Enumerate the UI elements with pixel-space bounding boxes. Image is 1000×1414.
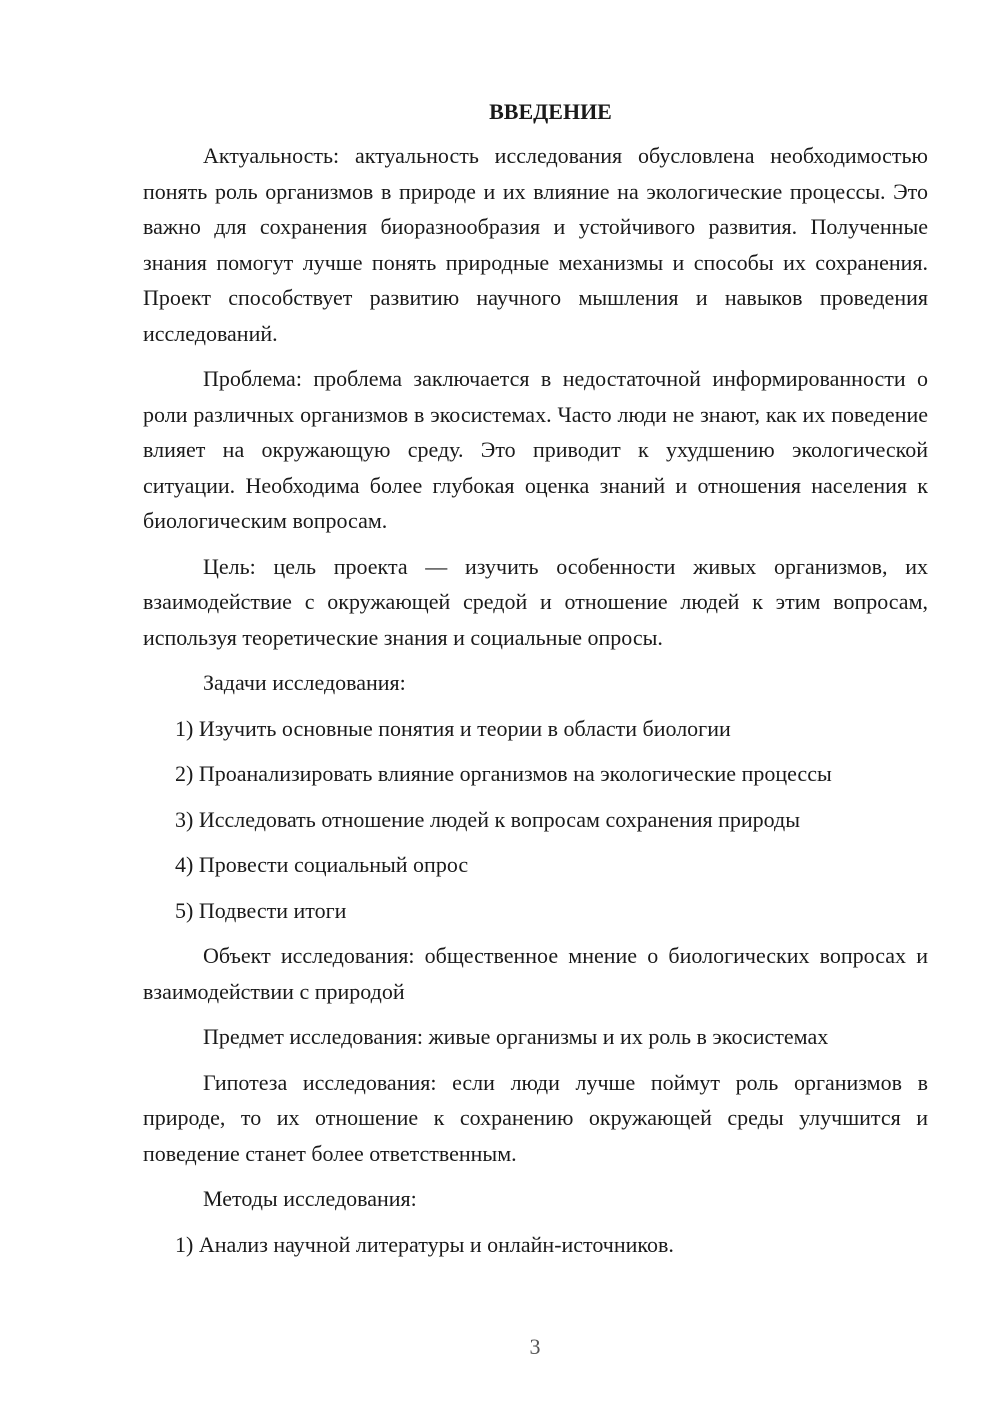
tasks-heading: Задачи исследования:: [203, 670, 406, 695]
relevance-paragraph: Актуальность: актуальность исследования обусловлена необходимостью понять роль организмов в природе и их влияние на экологические процессы. Это важно для сохранения биоразнообразия и устойчивого развития. Полученные знания помогут лучше понять природные механизмы и способы их сохранения. Проект способствует развитию научного мышления и навыков проведения исследований.: [143, 143, 928, 346]
task-item: 3) Исследовать отношение людей к вопросам сохранения природы: [175, 806, 801, 832]
page-content: [143, 94, 928, 1272]
task-item: 2) Проанализировать влияние организмов на экологические процессы: [175, 761, 832, 786]
subject-paragraph: Предмет исследования: живые организмы и их роль в экосистемах: [203, 1024, 829, 1049]
method-item: 1) Анализ научной литературы и онлайн-источников.: [175, 1231, 674, 1257]
problem-paragraph: Проблема: проблема заключается в недостаточной информированности о роли различных организмов в экосистемах. Часто люди не знают, как их поведение влияет на окружающую среду. Это приводит к ухудшению экологической ситуации. Необходима более глубокая оценка знаний и отношения населения к биологическим вопросам.: [143, 366, 928, 533]
task-item: 1) Изучить основные понятия и теории в области биологии: [175, 715, 731, 741]
page-number: 3: [529, 1334, 541, 1359]
task-item: 5) Подвести итоги: [175, 897, 347, 923]
object-paragraph: Объект исследования: общественное мнение о биологических вопросах и взаимодействии с природой: [143, 943, 928, 1004]
task-item: 4) Провести социальный опрос: [175, 852, 469, 877]
goal-paragraph: Цель: цель проекта — изучить особенности живых организмов, их взаимодействие с окружающей средой и отношение людей к этим вопросам, используя теоретические знания и социальные опросы.: [143, 553, 928, 650]
hypothesis-paragraph: Гипотеза исследования: если люди лучше поймут роль организмов в природе, то их отношение к сохранению окружающей среды улучшится и поведение станет более ответственным.: [143, 1069, 928, 1166]
section-title: ВВЕДЕНИЕ: [489, 99, 612, 124]
methods-heading: Методы исследования:: [203, 1186, 417, 1211]
